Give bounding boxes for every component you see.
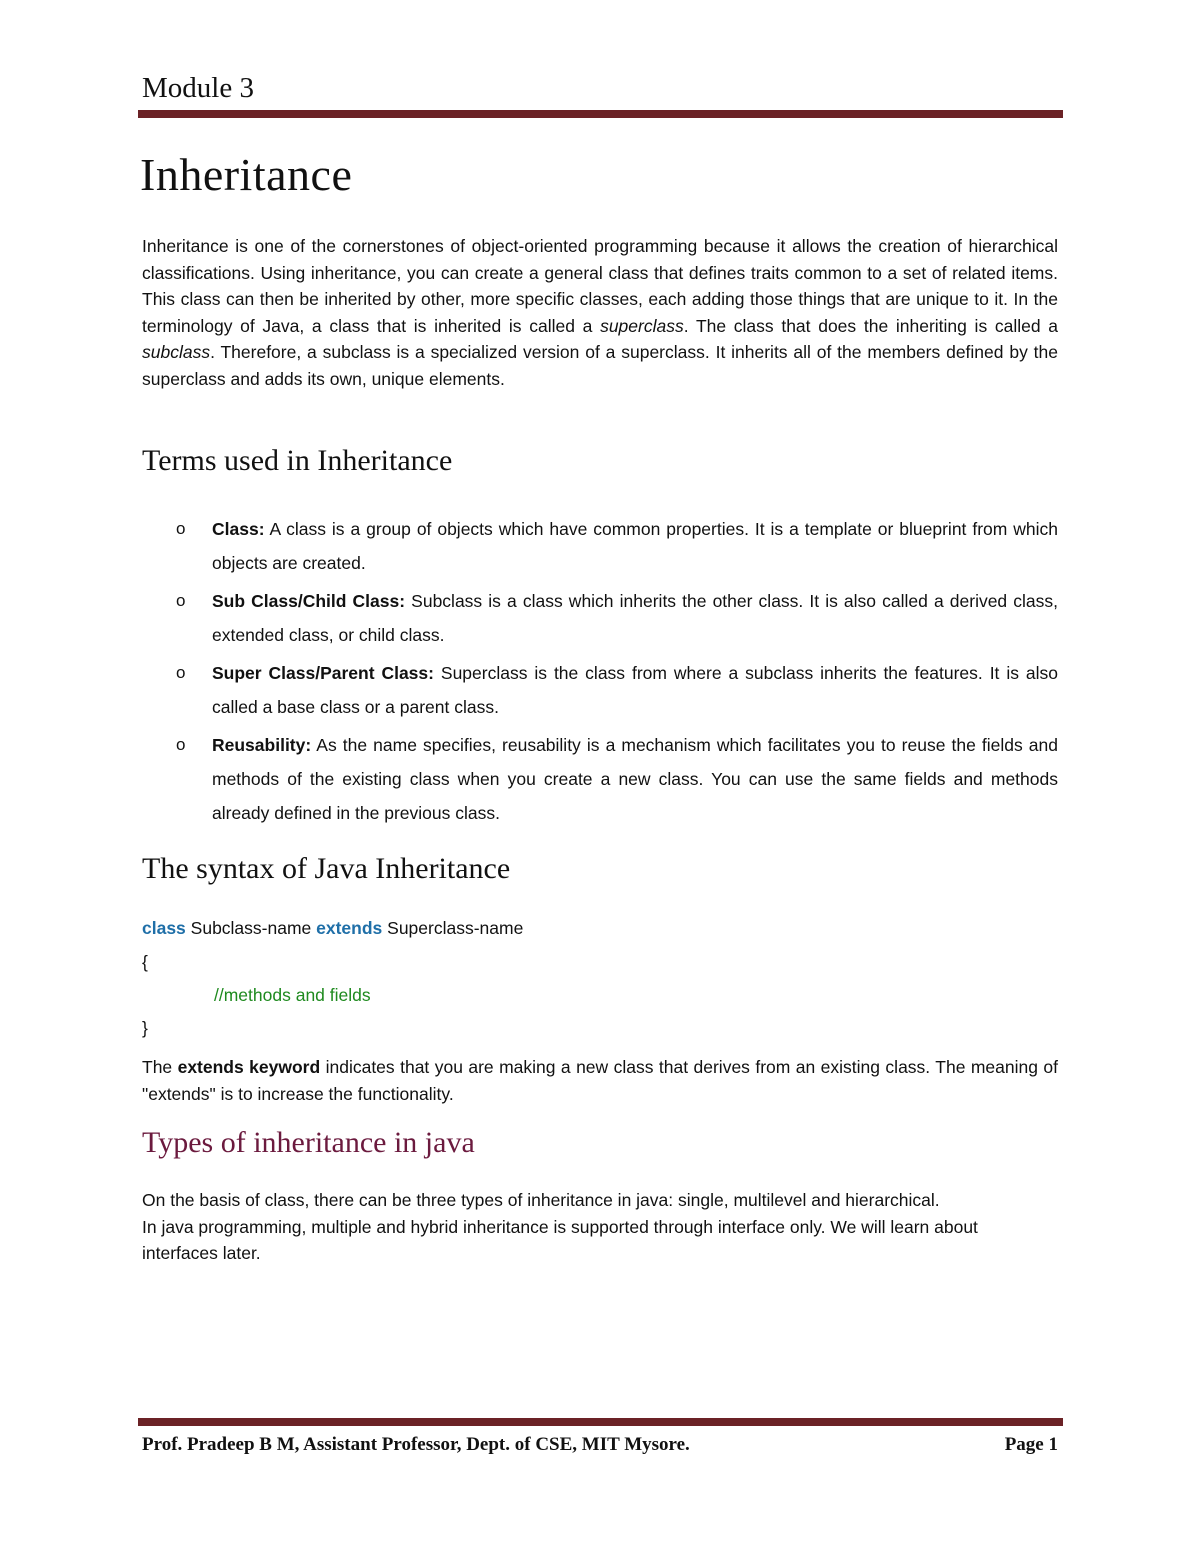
code-line-declaration (142, 918, 523, 939)
types-line-2: In java programming, multiple and hybrid inheritance is supported through interface only. We will learn about interfaces later. (142, 1216, 978, 1263)
intro-text-3: . Therefore, a subclass is a specialized version of a superclass. It inherits all of the members defined by the superclass and adds its own, unique elements. (142, 342, 1058, 389)
term-definition: As the name specifies, reusability is a mechanism which facilitates you to reuse the fields and methods of the existing class when you create a new class. You can use the same fields and methods already defined in the previous class. (212, 735, 1058, 823)
term-definition: A class is a group of objects which have common properties. It is a template or blueprint from which objects are created. (212, 519, 1058, 573)
intro-superclass-term: superclass (600, 315, 684, 336)
subclass-name: Subclass-name (185, 918, 317, 938)
keyword-extends: extends (316, 918, 383, 938)
header-rule (138, 110, 1063, 118)
intro-subclass-term: subclass (142, 342, 211, 362)
list-item (142, 512, 1058, 580)
bullet-marker: o (176, 735, 186, 754)
bullet-marker: o (176, 519, 186, 538)
list-item (142, 728, 1058, 830)
footer-rule (138, 1418, 1063, 1426)
superclass-name: Superclass-name (382, 918, 524, 938)
code-close-brace: } (142, 1018, 148, 1038)
page-title: Inheritance (140, 149, 353, 200)
keyword-class: class (142, 918, 186, 938)
extends-paragraph (142, 1054, 1058, 1107)
bullet-marker: o (176, 663, 186, 682)
syntax-heading: The syntax of Java Inheritance (142, 852, 511, 885)
term-name: Class: (212, 519, 265, 539)
intro-text-1: Inheritance is one of the cornerstones of object-oriented programming because it allows the creation of hierarchical classifications. Using inheritance, you can create a general class that defines traits common to a set of related items. This class can then be inherited by other, more specific classes, each adding those things that are unique to it. In the terminology of Java, a class that is inherited is called a (142, 236, 1058, 336)
term-definition: Subclass is a class which inherits the other class. It is also called a derived class, extended class, or child class. (212, 591, 1058, 645)
term-name: Sub Class/Child Class: (212, 591, 406, 611)
bullet-marker: o (176, 591, 186, 610)
terms-heading: Terms used in Inheritance (142, 444, 453, 477)
list-item (142, 584, 1058, 652)
term-definition: Superclass is the class from where a subclass inherits the features. It is also called a base class or a parent class. (212, 663, 1058, 717)
footer-author: Prof. Pradeep B M, Assistant Professor, Dept. of CSE, MIT Mysore. (142, 1434, 690, 1455)
module-header: Module 3 (142, 72, 254, 104)
intro-paragraph (142, 233, 1058, 392)
types-paragraph (142, 1187, 1058, 1267)
intro-text-2: . The class that does the inheriting is called a (683, 315, 1059, 336)
term-name: Super Class/Parent Class: (212, 663, 434, 683)
list-item (142, 656, 1058, 724)
types-line-1: On the basis of class, there can be three types of inheritance in java: single, multilevel and hierarchical. (142, 1190, 940, 1210)
terms-list (142, 512, 1058, 834)
extends-keyword-bold: extends keyword (177, 1057, 321, 1077)
term-name: Reusability: (212, 735, 312, 755)
extends-text-2: indicates that you are making a new class that derives from an existing class. The meaning of "extends" is to increase the functionality. (142, 1057, 1059, 1104)
code-comment: //methods and fields (214, 985, 371, 1005)
code-open-brace: { (142, 952, 148, 972)
page-number: Page 1 (1004, 1434, 1058, 1455)
types-heading: Types of inheritance in java (142, 1126, 475, 1159)
extends-text-1: The (142, 1057, 178, 1077)
